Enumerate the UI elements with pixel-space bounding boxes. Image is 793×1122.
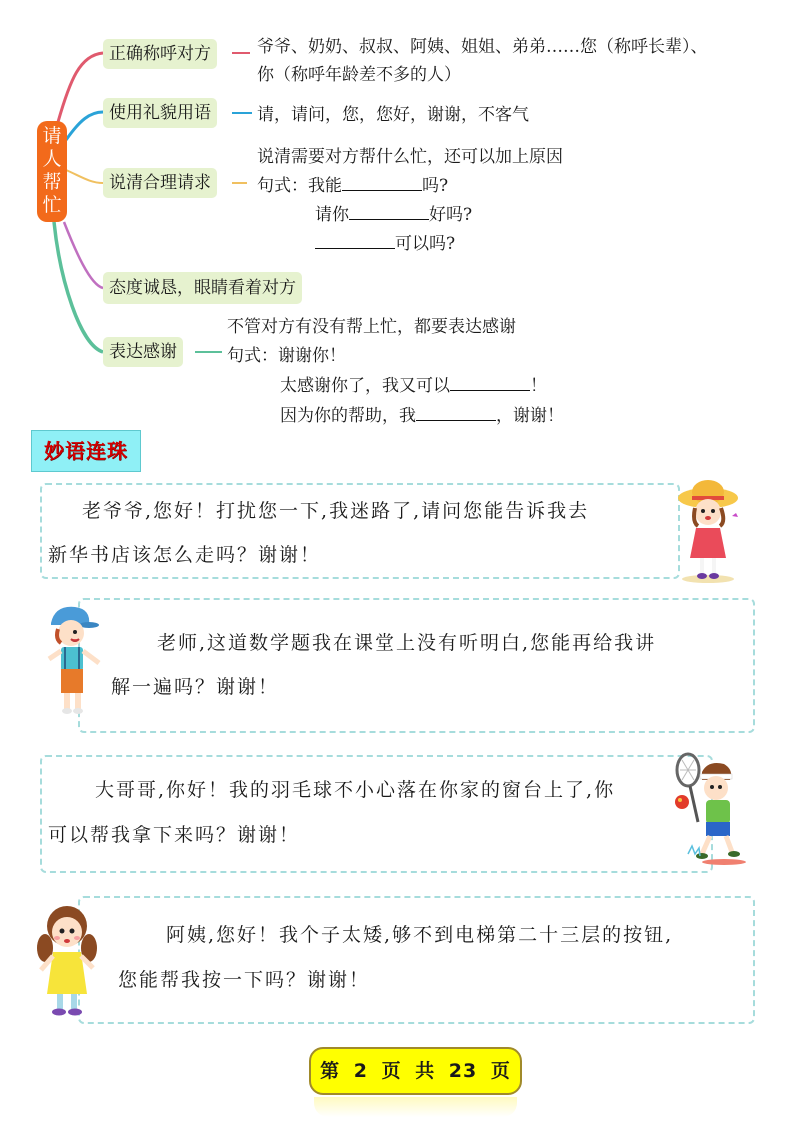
branch-reasonable-request: 说清合理请求 <box>103 168 217 198</box>
dialogue-line: 老爷爷,您好！打扰您一下,我迷路了,请问您能告诉我去 <box>82 500 590 522</box>
fill-blank[interactable] <box>315 231 395 249</box>
branch-sincere-attitude: 态度诚恳，眼睛看着对方 <box>103 272 302 304</box>
leaf-request-pattern-3 <box>315 230 455 258</box>
pattern-text: 吗? <box>422 176 449 196</box>
pattern-text: 太感谢你了，我又可以 <box>280 376 450 396</box>
leaf-request-pattern-2 <box>315 201 472 229</box>
pattern-text: 可以吗? <box>395 234 456 254</box>
fill-blank[interactable] <box>342 173 422 191</box>
dialogue-line: 您能帮我按一下吗？谢谢！ <box>118 969 371 991</box>
root-char: 人 <box>42 148 62 170</box>
boy-with-blue-cap-icon <box>45 603 107 721</box>
branch-address-properly: 正确称呼对方 <box>103 39 217 69</box>
fill-blank[interactable] <box>349 202 429 220</box>
pattern-text: ！ <box>530 376 547 396</box>
dialogue-line: 大哥哥,你好！我的羽毛球不小心落在你家的窗台上了,你 <box>95 779 616 801</box>
dialogue-line: 阿姨,您好！我个子太矮,够不到电梯第二十三层的按钮, <box>166 924 674 946</box>
girl-with-straw-hat-icon <box>668 476 748 584</box>
pattern-prefix: 句式： <box>257 176 308 196</box>
leaf-thanks-pattern-3 <box>280 402 564 430</box>
pattern-text: 好吗? <box>429 205 473 225</box>
pattern-text: ，谢谢！ <box>496 406 564 426</box>
pattern-prefix: 句式： <box>227 346 278 366</box>
leaf-polite-words: 请，请问，您，您好，谢谢，不客气 <box>257 105 529 125</box>
leaf-thanks-pattern-1 <box>227 342 346 370</box>
dialogue-line: 老师,这道数学题我在课堂上没有听明白,您能再给我讲 <box>157 632 657 654</box>
girl-with-pigtails-icon <box>33 898 103 1022</box>
dialogue-line: 可以帮我拿下来吗？谢谢！ <box>48 824 301 846</box>
leaf-request-pattern-1 <box>257 172 448 200</box>
fill-blank[interactable] <box>416 403 496 421</box>
pattern-text: 请你 <box>315 205 349 225</box>
dialogue-line: 解一遍吗？谢谢！ <box>111 676 280 698</box>
root-node <box>37 121 67 222</box>
root-char: 请 <box>42 125 62 147</box>
leaf-thanks-desc: 不管对方有没有帮上忙，都要表达感谢 <box>227 317 516 337</box>
fill-blank[interactable] <box>450 373 530 391</box>
leaf-address-line-2: 你（称呼年龄差不多的人） <box>257 65 461 85</box>
page-indicator: 第 2 页 共 23 页 <box>309 1047 522 1095</box>
leaf-thanks-pattern-2 <box>280 372 547 400</box>
pattern-text: 因为你的帮助，我 <box>280 406 416 426</box>
pattern-text: 谢谢你！ <box>278 346 346 366</box>
page-indicator-reflection <box>314 1097 517 1117</box>
branch-express-thanks: 表达感谢 <box>103 337 183 367</box>
dialogue-line: 新华书店该怎么走吗？谢谢！ <box>48 544 322 566</box>
root-char: 帮 <box>42 171 62 193</box>
leaf-request-desc: 说清需要对方帮什么忙，还可以加上原因 <box>257 147 563 167</box>
root-char: 忙 <box>42 194 62 216</box>
branch-polite-words: 使用礼貌用语 <box>103 98 217 128</box>
boy-with-badminton-racket-icon <box>668 750 750 868</box>
leaf-address-line-1: 爷爷、奶奶、叔叔、阿姨、姐姐、弟弟……您（称呼长辈）、 <box>257 37 708 57</box>
pattern-text: 我能 <box>308 176 342 196</box>
section-title: 妙语连珠 <box>31 430 141 472</box>
